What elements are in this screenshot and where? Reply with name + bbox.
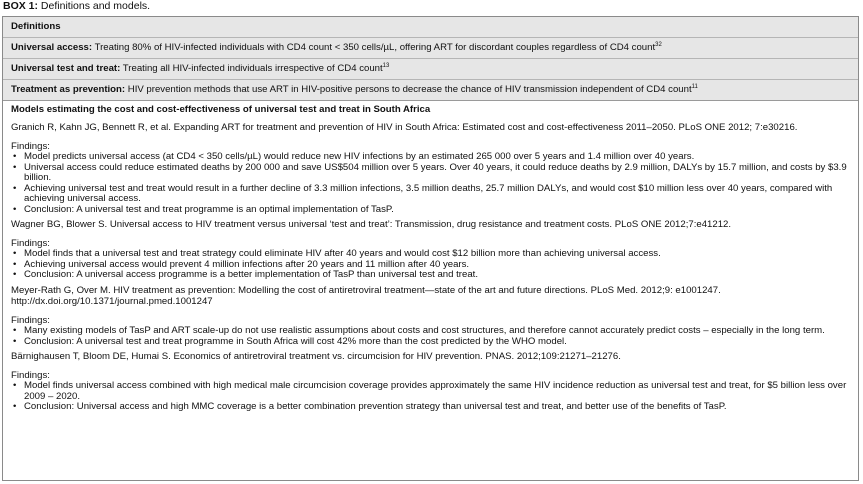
study-wagner [11, 219, 850, 281]
citation-sup: 32 [655, 42, 662, 48]
findings-label: Findings: [11, 314, 50, 326]
finding-item: • Conclusion: A universal test and treat programme in South Africa will cost 42% more than the cost predicted by the WHO model. [11, 337, 850, 348]
finding-item: • Model predicts universal access (at CD4 < 350 cells/µL) would reduce new HIV infections by an estimated 265 000 over 5 years and 1.4 million over 40 years. [11, 152, 850, 163]
definition-text: Treating 80% of HIV-infected individuals with CD4 count < 350 cells/µL, offering ART for discordant couples regardless of CD4 count [92, 42, 656, 53]
definitions-and-models-box [2, 16, 859, 481]
definition-term: Treatment as prevention: [11, 84, 126, 95]
study-granich [11, 122, 850, 215]
study-meyer-rath [11, 285, 850, 348]
definition-term: Universal test and treat: [11, 63, 121, 74]
study-reference: Meyer-Rath G, Over M. HIV treatment as prevention: Modelling the cost of antiretroviral treatment—state of the art and future directions. PLoS Med. 2012;9: e1001247. http://dx.doi.org/10.1371/journal.pmed.1001247 [11, 284, 721, 307]
findings-label: Findings: [11, 369, 50, 381]
findings-label: Findings: [11, 140, 50, 152]
definitions-section [3, 17, 858, 101]
finding-item: • Model finds that a universal test and treat strategy could eliminate HIV after 40 years and would cost $12 billion more than achieving universal access. [11, 249, 850, 260]
definition-term: Universal access: [11, 42, 93, 53]
finding-item: • Conclusion: A universal access programme is a better implementation of TasP than universal test and treat. [11, 270, 850, 281]
findings-list [11, 326, 850, 347]
definition-universal-access [3, 37, 858, 58]
finding-item: • Conclusion: A universal test and treat programme is an optimal implementation of TasP. [11, 205, 850, 216]
finding-item: • Many existing models of TasP and ART scale-up do not use realistic assumptions about costs and cost structures, and therefore cannot accurately predict costs – especially in the long term. [11, 326, 850, 337]
findings-list [11, 152, 850, 215]
definition-text: Treating all HIV-infected individuals irrespective of CD4 count [120, 63, 383, 74]
study-reference: Bärnighausen T, Bloom DE, Humai S. Economics of antiretroviral treatment vs. circumcision for HIV prevention. PNAS. 2012;109:21271–21276. [11, 351, 621, 362]
box-caption-label: BOX 1: [3, 0, 39, 12]
citation-sup: 13 [382, 63, 390, 69]
definition-treatment-as-prevention [3, 79, 858, 100]
definition-text: HIV prevention methods that use ART in HIV-positive persons to decrease the chance of HIV transmission independent of CD4 count [125, 84, 692, 95]
definitions-heading: Definitions [11, 21, 61, 32]
findings-list [11, 381, 850, 413]
box-caption [3, 0, 150, 13]
finding-item: • Achieving universal test and treat would result in a further decline of 3.3 million infections, 3.5 million deaths, 25.7 million DALYs, and would cost $10 million less over 40 years, compared with achieving universal access. [11, 184, 850, 205]
finding-item: • Achieving universal access would prevent 4 million infections after 20 years and 11 million after 40 years. [11, 260, 850, 271]
models-section [3, 101, 858, 413]
finding-item: • Conclusion: Universal access and high MMC coverage is a better combination prevention strategy than universal test and treat, and better use of the benefits of TasP. [11, 402, 850, 413]
finding-item: • Universal access could reduce estimated deaths by 200 000 and save US$504 million over 5 years. Over 40 years, it could reduce deaths by 2.9 million, DALYs by 15.7 million, and costs by $3.9 billion. [11, 163, 850, 184]
study-reference: Granich R, Kahn JG, Bennett R, et al. Expanding ART for treatment and prevention of HIV in South Africa: Estimated cost and cost-effectiveness 2011–2050. PLoS ONE 2012; 7:e30216. [11, 122, 798, 133]
finding-item: • Model finds universal access combined with high medical male circumcision coverage provides approximately the same HIV incidence reduction as universal test and treat, for $5 billion less over 2009 – 2020. [11, 381, 850, 402]
study-barnighausen [11, 351, 850, 413]
models-heading: Models estimating the cost and cost-effectiveness of universal test and treat in South Africa [11, 104, 431, 115]
findings-label: Findings: [11, 237, 50, 249]
box-caption-text: Definitions and models. [38, 0, 151, 12]
findings-list [11, 249, 850, 281]
study-reference: Wagner BG, Blower S. Universal access to HIV treatment versus universal ‘test and treat’: Transmission, drug resistance and treatment costs. PLoS ONE 2012;7:e41212. [11, 219, 732, 230]
definition-universal-test-and-treat [3, 58, 858, 79]
citation-sup: 11 [691, 84, 698, 90]
